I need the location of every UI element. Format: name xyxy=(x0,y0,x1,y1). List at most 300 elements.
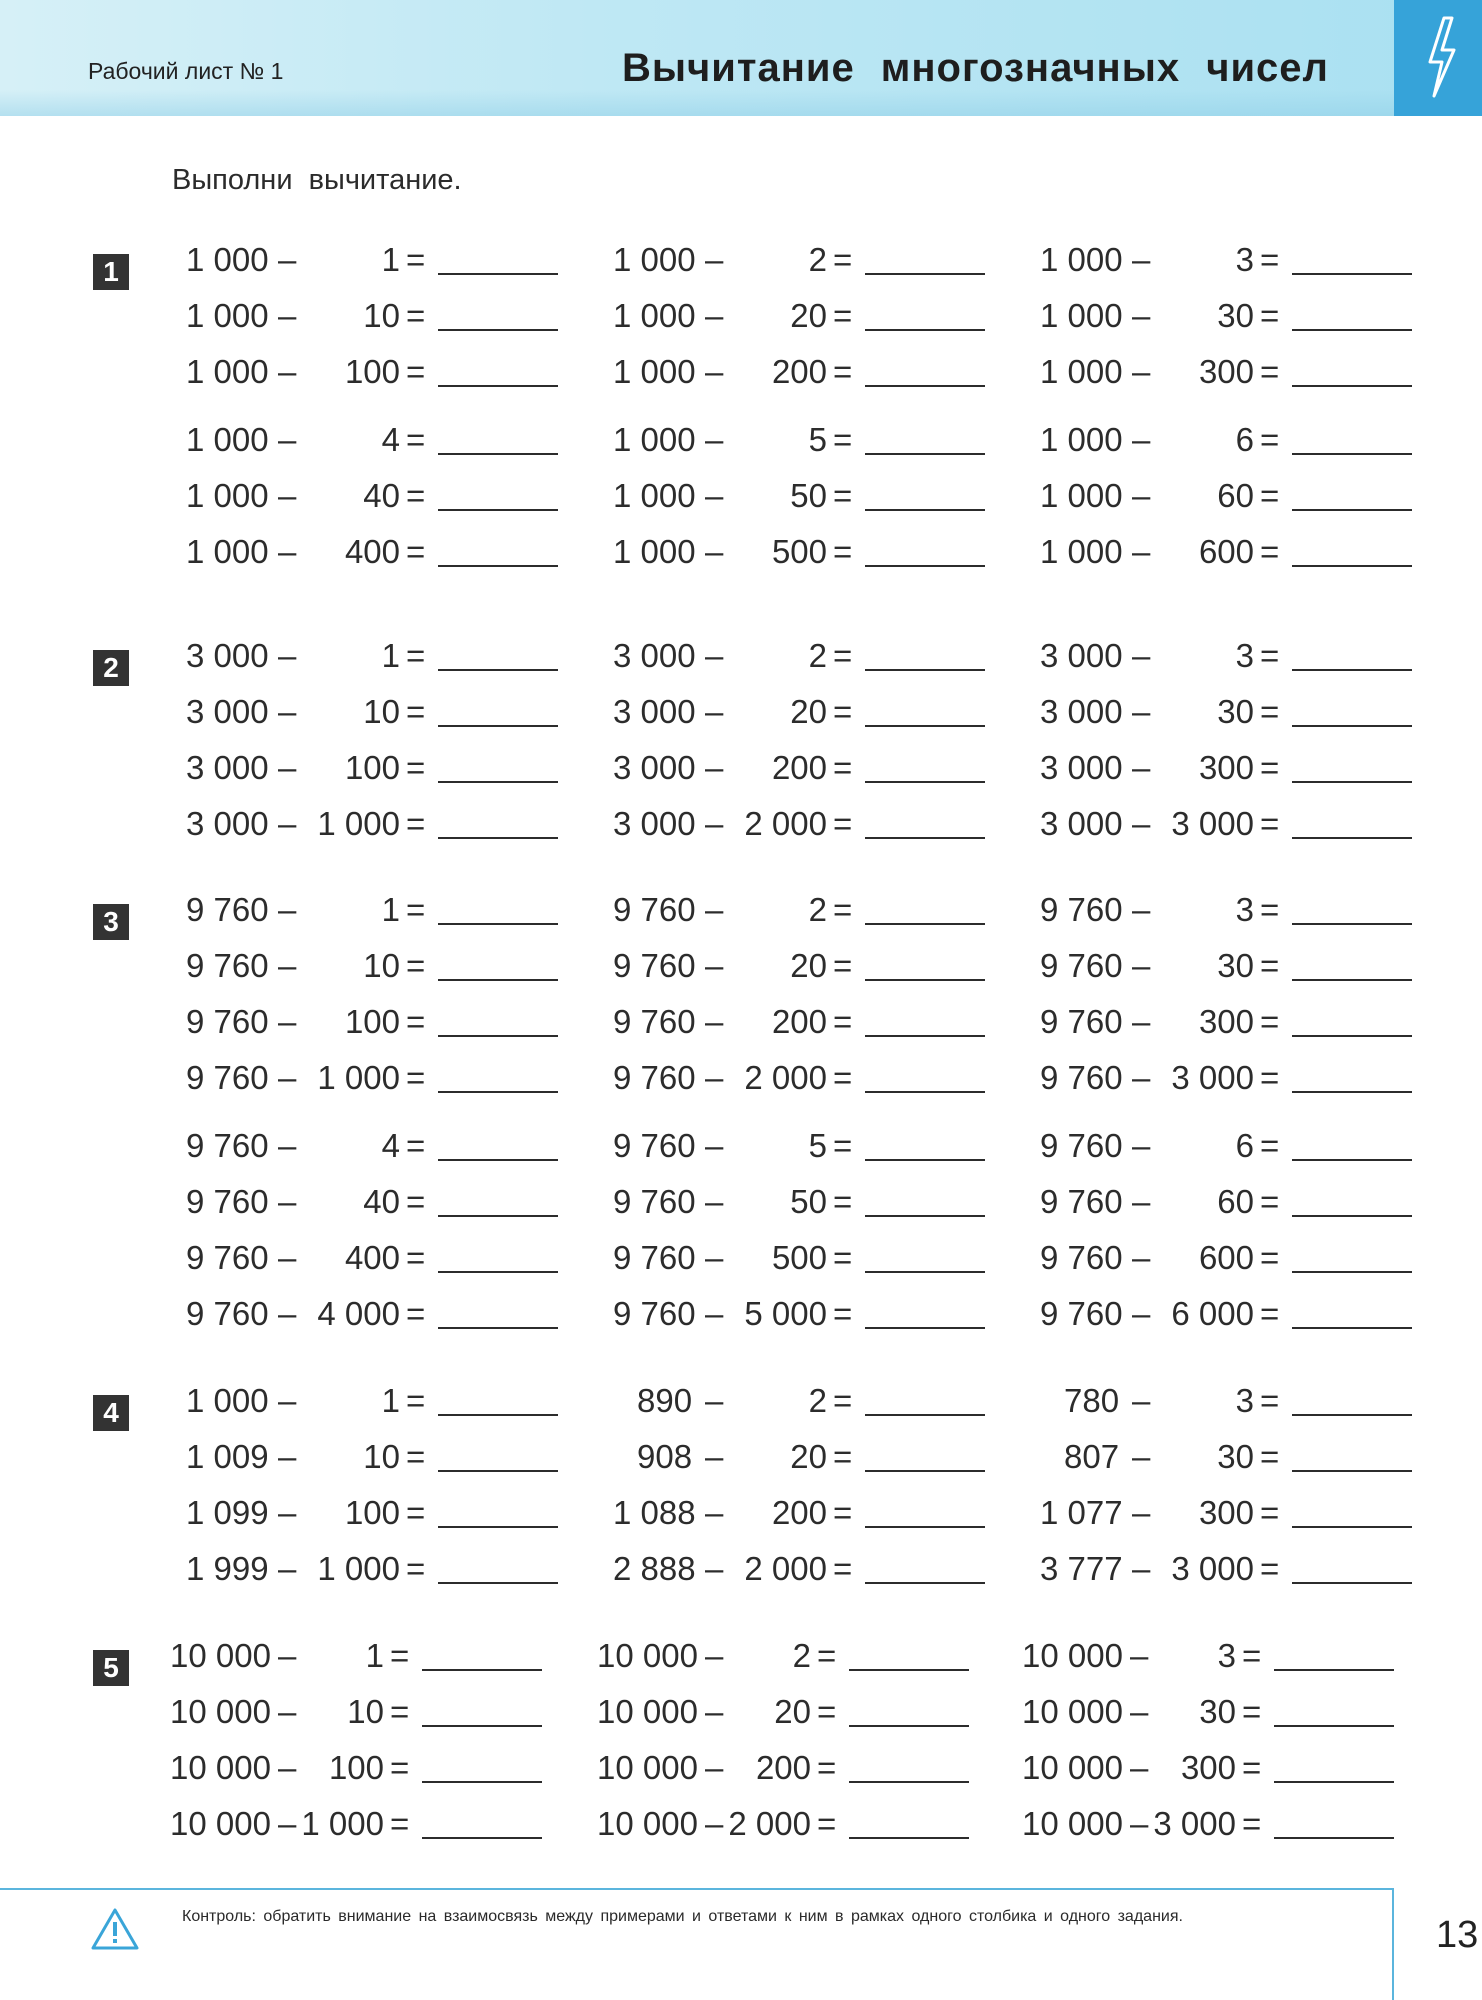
subtrahend: 2 xyxy=(808,891,827,928)
equals-sign: = xyxy=(833,1059,853,1096)
subtrahend: 20 xyxy=(790,947,827,984)
control-note: Контроль: обратить внимание на взаимосвязь между примерами и ответами к ним в рамках одного столбика и одного задания. xyxy=(182,1908,1183,1925)
answer-blank[interactable] xyxy=(865,329,985,331)
equals-sign: = xyxy=(833,1183,853,1220)
minus-sign: – xyxy=(278,749,297,786)
answer-blank[interactable] xyxy=(438,1470,558,1472)
answer-blank[interactable] xyxy=(865,565,985,567)
equals-sign: = xyxy=(1242,1637,1262,1674)
minuend: 10 000 xyxy=(170,1637,271,1674)
subtraction-exercise xyxy=(1022,1801,1392,1845)
subtraction-exercise xyxy=(186,1179,556,1223)
subtraction-exercise xyxy=(186,887,556,931)
minuend: 1 009 xyxy=(186,1438,269,1475)
subtraction-exercise xyxy=(613,529,983,573)
subtraction-exercise xyxy=(597,1689,967,1733)
answer-blank[interactable] xyxy=(1292,329,1412,331)
minus-sign: – xyxy=(1130,1693,1149,1730)
subtrahend: 1 000 xyxy=(317,1059,400,1096)
answer-blank[interactable] xyxy=(422,1725,542,1727)
answer-blank[interactable] xyxy=(849,1669,969,1671)
equals-sign: = xyxy=(833,353,853,390)
subtrahend: 5 000 xyxy=(744,1295,827,1332)
answer-blank[interactable] xyxy=(1292,453,1412,455)
subtrahend: 3 000 xyxy=(1171,1059,1254,1096)
task-number-badge: 1 xyxy=(93,254,129,290)
answer-blank[interactable] xyxy=(1292,565,1412,567)
answer-blank[interactable] xyxy=(1292,1091,1412,1093)
equals-sign: = xyxy=(833,1295,853,1332)
answer-blank[interactable] xyxy=(865,509,985,511)
equals-sign: = xyxy=(406,1550,426,1587)
subtrahend: 40 xyxy=(363,1183,400,1220)
minuend: 1 000 xyxy=(613,241,696,278)
answer-blank[interactable] xyxy=(438,725,558,727)
minus-sign: – xyxy=(278,297,297,334)
subtraction-exercise xyxy=(186,1055,556,1099)
minuend: 3 000 xyxy=(186,749,269,786)
subtrahend: 100 xyxy=(344,749,400,786)
equals-sign: = xyxy=(390,1749,410,1786)
exercise-row xyxy=(0,1055,1482,1099)
subtraction-exercise xyxy=(1040,689,1410,733)
subtrahend: 6 xyxy=(1235,421,1254,458)
minuend: 9 760 xyxy=(1040,1183,1123,1220)
subtraction-exercise xyxy=(1040,633,1410,677)
minuend: 1 000 xyxy=(186,297,269,334)
subtrahend: 400 xyxy=(344,1239,400,1276)
equals-sign: = xyxy=(817,1749,837,1786)
lightning-icon xyxy=(1394,0,1482,116)
answer-blank[interactable] xyxy=(438,1091,558,1093)
minus-sign: – xyxy=(1132,1059,1151,1096)
answer-blank[interactable] xyxy=(865,1526,985,1528)
subtraction-exercise xyxy=(613,689,983,733)
minus-sign: – xyxy=(1132,1239,1151,1276)
subtrahend: 1 000 xyxy=(301,1805,384,1842)
equals-sign: = xyxy=(390,1805,410,1842)
subtrahend: 50 xyxy=(790,477,827,514)
answer-blank[interactable] xyxy=(1292,1159,1412,1161)
answer-blank[interactable] xyxy=(865,1414,985,1416)
answer-blank[interactable] xyxy=(438,1215,558,1217)
subtrahend: 10 xyxy=(363,693,400,730)
subtrahend: 2 000 xyxy=(744,1059,827,1096)
minus-sign: – xyxy=(278,1805,297,1842)
task-number-badge: 4 xyxy=(93,1395,129,1431)
equals-sign: = xyxy=(833,891,853,928)
answer-blank[interactable] xyxy=(438,273,558,275)
subtrahend: 2 xyxy=(808,637,827,674)
answer-blank[interactable] xyxy=(1292,385,1412,387)
subtrahend: 300 xyxy=(1198,1494,1254,1531)
subtrahend: 1 xyxy=(381,1382,400,1419)
equals-sign: = xyxy=(406,241,426,278)
subtrahend: 10 xyxy=(347,1693,384,1730)
task-number-badge: 2 xyxy=(93,650,129,686)
minuend: 10 000 xyxy=(170,1749,271,1786)
footer-vertical-divider xyxy=(1392,1888,1394,2000)
answer-blank[interactable] xyxy=(1292,725,1412,727)
subtrahend: 400 xyxy=(344,533,400,570)
equals-sign: = xyxy=(833,533,853,570)
answer-blank[interactable] xyxy=(438,565,558,567)
subtrahend: 500 xyxy=(771,533,827,570)
answer-blank[interactable] xyxy=(865,669,985,671)
equals-sign: = xyxy=(833,947,853,984)
answer-blank[interactable] xyxy=(865,1271,985,1273)
answer-blank[interactable] xyxy=(865,1091,985,1093)
page-title: Вычитание многозначных чисел xyxy=(622,46,1329,90)
answer-blank[interactable] xyxy=(438,1526,558,1528)
subtrahend: 1 xyxy=(381,241,400,278)
subtraction-exercise xyxy=(613,1055,983,1099)
equals-sign: = xyxy=(1242,1693,1262,1730)
minus-sign: – xyxy=(278,1183,297,1220)
answer-blank[interactable] xyxy=(438,509,558,511)
equals-sign: = xyxy=(1260,1183,1280,1220)
equals-sign: = xyxy=(1260,805,1280,842)
answer-blank[interactable] xyxy=(1292,1526,1412,1528)
minus-sign: – xyxy=(1132,1438,1151,1475)
answer-blank[interactable] xyxy=(1292,1271,1412,1273)
answer-blank[interactable] xyxy=(1292,1414,1412,1416)
answer-blank[interactable] xyxy=(438,1582,558,1584)
minuend: 1 000 xyxy=(1040,297,1123,334)
minus-sign: – xyxy=(705,805,724,842)
subtrahend: 3 xyxy=(1217,1637,1236,1674)
subtrahend: 100 xyxy=(344,353,400,390)
answer-blank[interactable] xyxy=(422,1781,542,1783)
subtrahend: 10 xyxy=(363,297,400,334)
subtraction-exercise xyxy=(170,1689,540,1733)
minuend: 3 000 xyxy=(613,749,696,786)
minuend: 9 760 xyxy=(613,1059,696,1096)
subtraction-exercise xyxy=(186,1378,556,1422)
answer-blank[interactable] xyxy=(438,923,558,925)
subtraction-exercise xyxy=(613,887,983,931)
minuend: 1 000 xyxy=(186,241,269,278)
minuend: 1 000 xyxy=(1040,353,1123,390)
subtraction-exercise xyxy=(186,745,556,789)
minus-sign: – xyxy=(278,1239,297,1276)
minus-sign: – xyxy=(705,1003,724,1040)
minuend: 3 000 xyxy=(613,805,696,842)
equals-sign: = xyxy=(1260,1438,1280,1475)
subtraction-exercise xyxy=(1040,417,1410,461)
minuend: 908 xyxy=(637,1438,693,1475)
answer-blank[interactable] xyxy=(438,1035,558,1037)
minuend: 3 000 xyxy=(613,693,696,730)
answer-blank[interactable] xyxy=(1292,923,1412,925)
minuend: 1 000 xyxy=(1040,477,1123,514)
equals-sign: = xyxy=(406,1239,426,1276)
equals-sign: = xyxy=(406,947,426,984)
subtraction-exercise xyxy=(1040,349,1410,393)
answer-blank[interactable] xyxy=(1292,1327,1412,1329)
equals-sign: = xyxy=(1260,891,1280,928)
answer-blank[interactable] xyxy=(849,1837,969,1839)
exercise-row xyxy=(0,293,1482,337)
subtrahend: 30 xyxy=(1217,693,1254,730)
instruction-text: Выполни вычитание. xyxy=(172,164,462,196)
subtrahend: 1 xyxy=(381,891,400,928)
equals-sign: = xyxy=(1260,297,1280,334)
answer-blank[interactable] xyxy=(865,1470,985,1472)
minus-sign: – xyxy=(1132,693,1151,730)
answer-blank[interactable] xyxy=(849,1725,969,1727)
equals-sign: = xyxy=(833,1127,853,1164)
equals-sign: = xyxy=(1242,1749,1262,1786)
minuend: 3 000 xyxy=(186,693,269,730)
minus-sign: – xyxy=(705,749,724,786)
subtraction-exercise xyxy=(613,349,983,393)
answer-blank[interactable] xyxy=(865,725,985,727)
subtrahend: 20 xyxy=(790,693,827,730)
subtraction-exercise xyxy=(186,1235,556,1279)
minuend: 9 760 xyxy=(186,1239,269,1276)
minus-sign: – xyxy=(278,421,297,458)
task-number-badge: 5 xyxy=(93,1650,129,1686)
minuend: 1 000 xyxy=(186,477,269,514)
subtrahend: 3 000 xyxy=(1171,1550,1254,1587)
answer-blank[interactable] xyxy=(1274,1669,1394,1671)
subtraction-exercise xyxy=(1040,1055,1410,1099)
answer-blank[interactable] xyxy=(1292,837,1412,839)
exercise-row xyxy=(0,1179,1482,1223)
equals-sign: = xyxy=(406,1059,426,1096)
equals-sign: = xyxy=(817,1693,837,1730)
subtraction-exercise xyxy=(186,529,556,573)
answer-blank[interactable] xyxy=(865,453,985,455)
minus-sign: – xyxy=(278,1003,297,1040)
answer-blank[interactable] xyxy=(865,1035,985,1037)
subtraction-exercise xyxy=(597,1801,967,1845)
subtraction-exercise xyxy=(186,943,556,987)
minuend: 1 000 xyxy=(613,533,696,570)
answer-blank[interactable] xyxy=(1292,1582,1412,1584)
subtraction-exercise xyxy=(613,1490,983,1534)
subtrahend: 30 xyxy=(1217,1438,1254,1475)
minuend: 10 000 xyxy=(170,1805,271,1842)
subtrahend: 2 xyxy=(808,241,827,278)
answer-blank[interactable] xyxy=(422,1669,542,1671)
answer-blank[interactable] xyxy=(865,781,985,783)
equals-sign: = xyxy=(833,749,853,786)
equals-sign: = xyxy=(1260,477,1280,514)
minus-sign: – xyxy=(705,1749,724,1786)
equals-sign: = xyxy=(406,1438,426,1475)
subtrahend: 3 000 xyxy=(1153,1805,1236,1842)
answer-blank[interactable] xyxy=(438,1414,558,1416)
subtrahend: 1 000 xyxy=(317,1550,400,1587)
equals-sign: = xyxy=(406,297,426,334)
subtraction-exercise xyxy=(1040,293,1410,337)
equals-sign: = xyxy=(406,353,426,390)
answer-blank[interactable] xyxy=(438,329,558,331)
subtraction-exercise xyxy=(1022,1745,1392,1789)
minuend: 3 000 xyxy=(1040,749,1123,786)
minuend: 1 000 xyxy=(613,477,696,514)
answer-blank[interactable] xyxy=(1274,1781,1394,1783)
exercise-row xyxy=(0,417,1482,461)
answer-blank[interactable] xyxy=(438,1159,558,1161)
minuend: 9 760 xyxy=(186,1003,269,1040)
minus-sign: – xyxy=(1132,1382,1151,1419)
minus-sign: – xyxy=(278,1295,297,1332)
answer-blank[interactable] xyxy=(865,1159,985,1161)
sheet-label: Рабочий лист № 1 xyxy=(88,58,284,84)
equals-sign: = xyxy=(1260,1003,1280,1040)
minuend: 3 000 xyxy=(186,637,269,674)
subtraction-exercise xyxy=(170,1745,540,1789)
subtraction-exercise xyxy=(186,473,556,517)
answer-blank[interactable] xyxy=(865,385,985,387)
exercise-row xyxy=(0,887,1482,931)
equals-sign: = xyxy=(833,297,853,334)
answer-blank[interactable] xyxy=(849,1781,969,1783)
equals-sign: = xyxy=(406,1494,426,1531)
answer-blank[interactable] xyxy=(1274,1837,1394,1839)
answer-blank[interactable] xyxy=(438,979,558,981)
minus-sign: – xyxy=(278,533,297,570)
subtrahend: 60 xyxy=(1217,477,1254,514)
answer-blank[interactable] xyxy=(438,453,558,455)
minus-sign: – xyxy=(278,1550,297,1587)
minuend: 9 760 xyxy=(1040,891,1123,928)
minuend: 10 000 xyxy=(597,1805,698,1842)
answer-blank[interactable] xyxy=(438,1271,558,1273)
subtrahend: 200 xyxy=(755,1749,811,1786)
minus-sign: – xyxy=(705,1127,724,1164)
subtrahend: 100 xyxy=(344,1003,400,1040)
answer-blank[interactable] xyxy=(1292,1035,1412,1037)
answer-blank[interactable] xyxy=(438,669,558,671)
answer-blank[interactable] xyxy=(865,1327,985,1329)
subtrahend: 200 xyxy=(771,353,827,390)
answer-blank[interactable] xyxy=(1292,273,1412,275)
answer-blank[interactable] xyxy=(865,1582,985,1584)
answer-blank[interactable] xyxy=(865,837,985,839)
equals-sign: = xyxy=(406,693,426,730)
answer-blank[interactable] xyxy=(438,837,558,839)
equals-sign: = xyxy=(1260,693,1280,730)
exercise-row xyxy=(0,1801,1482,1845)
answer-blank[interactable] xyxy=(438,781,558,783)
answer-blank[interactable] xyxy=(438,1327,558,1329)
answer-blank[interactable] xyxy=(1292,979,1412,981)
subtrahend: 50 xyxy=(790,1183,827,1220)
equals-sign: = xyxy=(833,1382,853,1419)
equals-sign: = xyxy=(406,1127,426,1164)
equals-sign: = xyxy=(406,1295,426,1332)
equals-sign: = xyxy=(833,477,853,514)
minus-sign: – xyxy=(278,1382,297,1419)
subtraction-exercise xyxy=(1040,745,1410,789)
subtraction-exercise xyxy=(186,349,556,393)
answer-blank[interactable] xyxy=(422,1837,542,1839)
answer-blank[interactable] xyxy=(865,979,985,981)
subtraction-exercise xyxy=(613,1235,983,1279)
answer-blank[interactable] xyxy=(865,273,985,275)
minus-sign: – xyxy=(705,1059,724,1096)
task-number-badge: 3 xyxy=(93,904,129,940)
minuend: 3 777 xyxy=(1040,1550,1123,1587)
subtrahend: 2 xyxy=(792,1637,811,1674)
subtraction-exercise xyxy=(613,1378,983,1422)
subtrahend: 600 xyxy=(1198,1239,1254,1276)
answer-blank[interactable] xyxy=(438,385,558,387)
subtrahend: 200 xyxy=(771,1003,827,1040)
minuend: 9 760 xyxy=(186,891,269,928)
minus-sign: – xyxy=(1132,805,1151,842)
minus-sign: – xyxy=(705,241,724,278)
subtraction-exercise xyxy=(613,1546,983,1590)
exercise-row xyxy=(0,1123,1482,1167)
subtraction-exercise xyxy=(186,999,556,1043)
minuend: 1 000 xyxy=(1040,533,1123,570)
minus-sign: – xyxy=(705,1382,724,1419)
subtraction-exercise xyxy=(613,293,983,337)
minuend: 890 xyxy=(637,1382,693,1419)
equals-sign: = xyxy=(833,637,853,674)
minus-sign: – xyxy=(278,947,297,984)
equals-sign: = xyxy=(817,1637,837,1674)
minuend: 10 000 xyxy=(597,1749,698,1786)
subtraction-exercise xyxy=(1040,529,1410,573)
minuend: 1 000 xyxy=(186,533,269,570)
minuend: 10 000 xyxy=(1022,1693,1123,1730)
equals-sign: = xyxy=(1260,1494,1280,1531)
answer-blank[interactable] xyxy=(1292,509,1412,511)
exercise-row xyxy=(0,349,1482,393)
minus-sign: – xyxy=(1132,749,1151,786)
minuend: 1 000 xyxy=(613,421,696,458)
answer-blank[interactable] xyxy=(865,1215,985,1217)
answer-blank[interactable] xyxy=(1292,781,1412,783)
answer-blank[interactable] xyxy=(1292,1470,1412,1472)
equals-sign: = xyxy=(1260,1295,1280,1332)
minus-sign: – xyxy=(705,353,724,390)
answer-blank[interactable] xyxy=(1274,1725,1394,1727)
equals-sign: = xyxy=(1260,1382,1280,1419)
minuend: 2 888 xyxy=(613,1550,696,1587)
exercise-row xyxy=(0,1745,1482,1789)
subtrahend: 10 xyxy=(363,947,400,984)
equals-sign: = xyxy=(833,693,853,730)
minuend: 1 000 xyxy=(186,353,269,390)
minus-sign: – xyxy=(705,1494,724,1531)
subtrahend: 5 xyxy=(808,1127,827,1164)
subtrahend: 4 xyxy=(381,1127,400,1164)
minuend: 9 760 xyxy=(1040,1295,1123,1332)
minus-sign: – xyxy=(1132,353,1151,390)
answer-blank[interactable] xyxy=(865,923,985,925)
minuend: 9 760 xyxy=(186,1059,269,1096)
equals-sign: = xyxy=(406,477,426,514)
minus-sign: – xyxy=(705,1239,724,1276)
answer-blank[interactable] xyxy=(1292,669,1412,671)
subtraction-exercise xyxy=(170,1801,540,1845)
minus-sign: – xyxy=(705,1438,724,1475)
subtraction-exercise xyxy=(597,1745,967,1789)
subtrahend: 300 xyxy=(1180,1749,1236,1786)
answer-blank[interactable] xyxy=(1292,1215,1412,1217)
subtrahend: 100 xyxy=(344,1494,400,1531)
minuend: 10 000 xyxy=(597,1693,698,1730)
minuend: 1 000 xyxy=(1040,421,1123,458)
subtrahend: 3 000 xyxy=(1171,805,1254,842)
